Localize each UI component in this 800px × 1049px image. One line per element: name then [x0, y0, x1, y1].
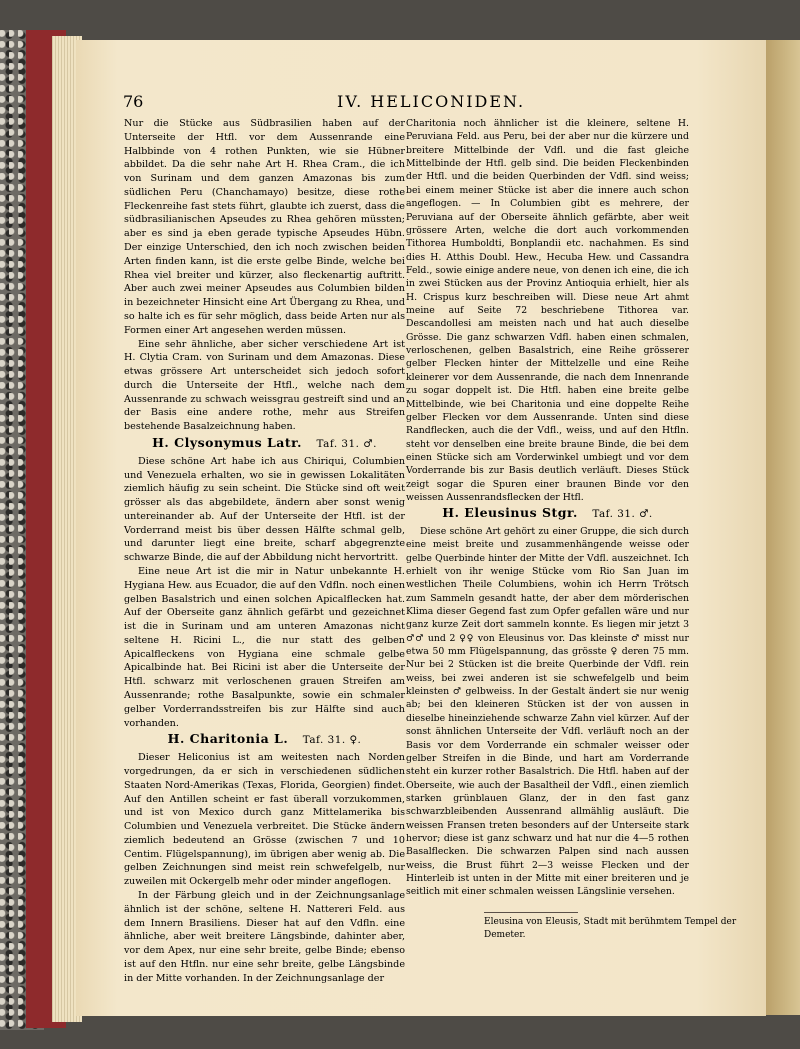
- species-heading: [124, 732, 405, 748]
- paragraph: Diese schöne Art habe ich aus Chiriqui, Columbien und Venezuela erhalten, wo sie in gewissen Lokalitäten ziemlich häufig zu sein scheint. Die Stücke sind oft weit grösser als das abgebildete, ändern aber sonst wenig untereinander ab. Auf der Unterseite der Htfl. ist der Vorderrand meist bis über dessen Hälfte schmal gelb, und darunter liegt eine breite, scharf abgegrenzte schwarze Binde, die auf der Abbildung nicht hervortritt.: [124, 455, 405, 564]
- paragraph: Eine sehr ähnliche, aber sicher verschiedene Art ist H. Clytia Cram. von Surinam und dem Amazonas. Diese etwas grössere Art unterscheidet sich jedoch sofort durch die Unterseite der Htfl., welche nach dem Aussenrande zu schwach weissgrau gestreift sind und an der Basis eine andere rothe, mehr aus Streifen bestehende Basalzeichnung haben.: [124, 338, 405, 433]
- plate-reference: Taf. 31. ♂.: [592, 508, 653, 521]
- right-column: [406, 117, 689, 899]
- page-number: 76: [123, 92, 144, 111]
- plate-reference: Taf. 31. ♂.: [316, 437, 377, 450]
- paragraph: In der Färbung gleich und in der Zeichnungsanlage ähnlich ist der schöne, seltene H. Nattereri Feld. aus dem Innern Brasiliens. Dieser hat auf den Vdfln. eine ähnliche, aber weit breitere Längsbinde, dahinter aber, vor dem Apex, nur eine sehr breite, gelbe Binde; ebenso ist auf den Htfln. nur eine sehr breite, gelbe Längsbinde in der Mitte vorhanden. In der Zeichnungsanlage der: [124, 889, 405, 984]
- paragraph: Dieser Heliconius ist am weitesten nach Norden vorgedrungen, da er sich in verschiedenen südlichen Staaten Nord-Amerikas (Texas, Florida, Georgien) findet. Auf den Antillen scheint er fast überall vorzukommen, und ist von Mexico durch ganz Mittelamerika bis Columbien und Venezuela verbreitet. Die Stücke ändern ziemlich bedeutend an Grösse (zwischen 7 und 10 Centim. Flügelspannung), im übrigen aber wenig ab. Die gelben Zeichnungen sind meist rein schwefelgelb, nur zuweilen mit Ockergelb mehr oder minder angeflogen.: [124, 752, 405, 888]
- species-name: H. Clysonymus Latr.: [152, 434, 302, 450]
- footnote-rule: [484, 912, 578, 913]
- species-name: H. Eleusinus Stgr.: [442, 505, 578, 521]
- paragraph: Eine neue Art ist die mir in Natur unbekannte H. Hygiana Hew. aus Ecuador, die auf den Vdfln. noch einen gelben Basalstrich und einen solchen Apicalflecken hat. Auf der Oberseite ganz ähnlich gefärbt und gezeichnet ist die in Surinam und am unteren Amazonas nicht seltene H. Ricini L., die nur statt des gelben Apicalfleckens von Hygiana eine schmale gelbe Apicalbinde hat. Bei Ricini ist aber die Unterseite der Htfl. schwarz mit verloschenen grauen Streifen am Aussenrande; rothe Basalpunkte, sowie ein schmaler gelber Vorderrandsstreifen bis zur Hälfte sind auch vorhanden.: [124, 566, 405, 729]
- species-name: H. Charitonia L.: [167, 731, 289, 747]
- running-head: IV. HELICONIDEN.: [337, 92, 526, 111]
- left-column: [124, 117, 405, 985]
- adjacent-page-edge: [760, 40, 800, 1015]
- footnote: Eleusina von Eleusis, Stadt mit berühmtem Tempel der Demeter.: [484, 917, 737, 940]
- species-heading: [406, 506, 689, 521]
- paragraph: Diese schöne Art gehört zu einer Gruppe, die sich durch eine meist breite und zusammenhängende weisse oder gelbe Querbinde hinter der Mitte der Vdfl. auszeichnet. Ich erhielt von ihr wenige Stücke vom Rio San Juan im westlichen Theile Columbiens, wohin ich Herrn Trötsch zum Sammeln gesandt hatte, der aber dem mörderischen Klima dieser Gegend fast zum Opfer gefallen wäre und nur ganz kurze Zeit dort sammeln konnte. Es liegen mir jetzt 3 ♂♂ und 2 ♀♀ von Eleusinus vor. Das kleinste ♂ misst nur etwa 50 mm Flügelspannung, das grösste ♀ deren 75 mm. Nur bei 2 Stücken ist die breite Querbinde der Vdfl. rein weiss, bei zwei anderen ist sie schwefelgelb und beim kleinsten ♂ gelbweiss. In der Gestalt ändert sie nur wenig ab; bei den kleineren Stücken ist der von aussen in dieselbe hineinziehende schwarze Zahn viel kürzer. Auf der sonst ähnlichen Unterseite der Vdfl. verläuft noch an der Basis vor dem Vorderrande ein schmaler weisser oder gelber Streifen in die Binde, und hart am Vorderrande steht ein kurzer rother Basalstrich. Die Htfl. haben auf der Oberseite, wie auch der Basaltheil der Vdfl., einen ziemlich starken grünblauen Glanz, der in den fast ganz schwarzbleibenden Aussenrand allmählig ausläuft. Die weissen Fransen treten besonders auf der Unterseite stark hervor; diese ist ganz schwarz und hat nur die 4—5 rothen Basalflecken. Die schwarzen Palpen sind nach aussen weiss, die Brust führt 2—3 weisse Flecken und der Hinterleib ist unten in der Mitte mit einer breiteren und je seitlich mit einer schmalen weissen Längslinie versehen.: [406, 525, 689, 898]
- plate-reference: Taf. 31. ♀.: [302, 734, 362, 747]
- page-header: [0, 92, 690, 112]
- species-heading: [124, 436, 405, 452]
- paragraph: Nur die Stücke aus Südbrasilien haben auf der Unterseite der Htfl. vor dem Aussenrande eine Halbbinde von 4 rothen Punkten, wie sie Hübner abbildet. Da die sehr nahe Art H. Rhea Cram., die ich von Surinam und dem ganzen Amazonas bis zum südlichen Peru (Chanchamayo) besitze, diese rothe Fleckenreihe fast stets führt, glaubte ich zuerst, dass die südbrasilianischen Apseudes zu Rhea gehören müssten; aber es sind ja eben gerade typische Apseudes Hübn. Der einzige Unterschied, den ich noch zwischen beiden Arten finden kann, ist die erste gelbe Binde, welche bei Rhea viel breiter und kürzer, also fleckenartig auftritt. Aber auch zwei meiner Apseudes aus Columbien bilden in bezeichneter Hinsicht eine Art Übergang zu Rhea, und so halte ich es für sehr möglich, dass beide Arten nur als Formen einer Art angesehen werden müssen.: [124, 118, 405, 336]
- paragraph: Charitonia noch ähnlicher ist die kleinere, seltene H. Peruviana Feld. aus Peru, bei der aber nur die kürzere und breitere Mittelbinde der Vdfl. und die fast gleiche Mittelbinde der Htfl. gelb sind. Die beiden Fleckenbinden der Htfl. und die beiden Querbinden der Vdfl. sind weiss; bei einem meiner Stücke ist aber die innere auch schon angeflogen. — In Columbien gibt es mehrere, der Peruviana auf der Oberseite ähnlich gefärbte, aber weit grössere Arten, welche die dort auch vorkommenden Tithorea Humboldti, Bonplandii etc. nachahmen. Es sind dies H. Atthis Doubl. Hew., Hecuba Hew. und Cassandra Feld., sowie einige andere neue, von denen ich eine, die ich in zwei Stücken aus der Provinz Antioquia erhielt, hier als H. Crispus kurz beschreiben will. Diese neue Art ahmt meine auf Seite 72 beschriebene Tithorea var. Descandollesi am meisten nach und hat auch dieselbe Grösse. Die ganz schwarzen Vdfl. haben einen schmalen, verloschenen, gelben Basalstrich, eine Reihe grösserer gelber Flecken hinter der Mittelzelle und eine Reihe kleinerer vor dem Aussenrande, die nach dem Innenrande zu sogar doppelt ist. Die Htfl. haben eine breite gelbe Mittelbinde, wie bei Charitonia und eine doppelte Reihe gelber Flecken vor dem Aussenrande. Unten sind diese Randflecken, auch die der Vdfl., weiss, und auf den Htfln. steht vor denselben eine breite braune Binde, die bei dem einen Stücke sich am Vorderwinkel umbiegt und vor dem Vorderrande bis zur Basis deutlich verläuft. Dieses Stück zeigt sogar die Spuren einer braunen Binde vor den weissen Aussenrandsflecken der Htfl.: [406, 118, 689, 504]
